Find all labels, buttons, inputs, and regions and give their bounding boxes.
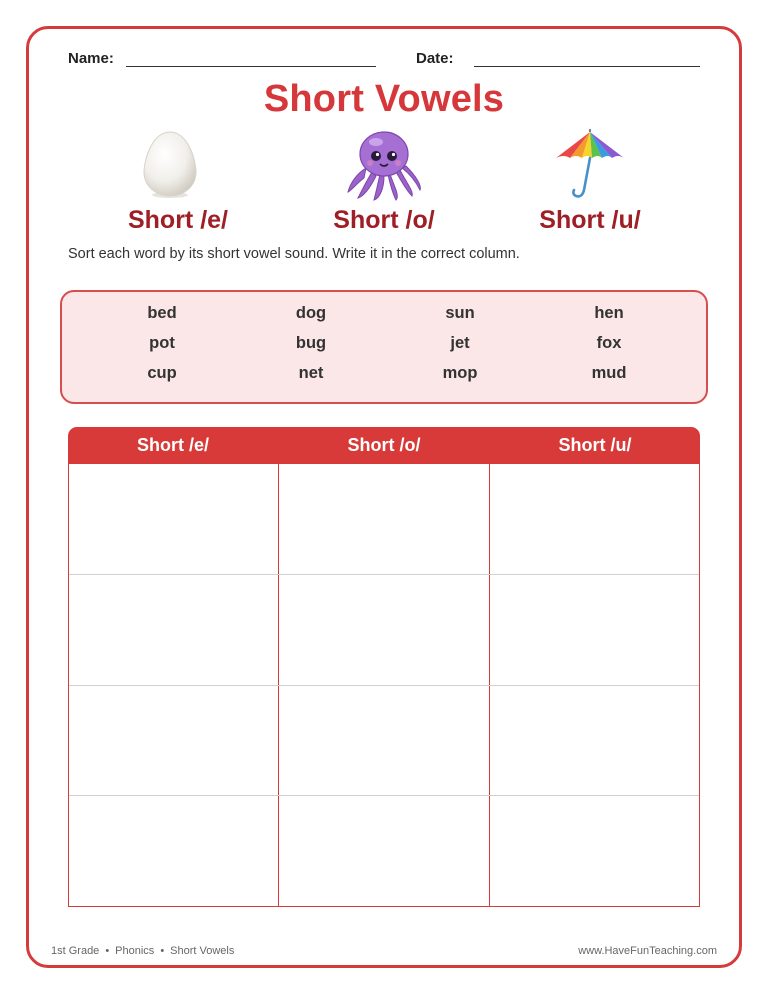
word-bank [60,290,708,404]
word-item: hen [594,304,624,322]
footer-crumb: Phonics [115,945,155,957]
word-item: fox [596,334,622,352]
sort-table-header [68,427,700,464]
vowel-label-e: Short /e/ [127,206,228,234]
word-item: pot [149,334,175,352]
bullet-icon: • [105,945,110,957]
row-divider [69,685,699,686]
name-label: Name: [68,50,114,67]
word-item: net [298,364,324,382]
row-divider [69,574,699,575]
page-title: Short Vowels [263,78,505,120]
sort-table-grid[interactable] [68,464,700,907]
bullet-icon: • [160,945,165,957]
date-line[interactable] [474,66,700,67]
word-item: cup [147,364,177,382]
word-item: dog [295,304,327,322]
octopus-icon [344,128,424,202]
name-line[interactable] [126,66,376,67]
footer-website[interactable]: www.HaveFunTeaching.com [578,945,717,957]
word-item: bed [147,304,177,322]
name-date-row [68,50,700,70]
word-item: jet [450,334,470,352]
word-item: bug [295,334,327,352]
vowel-label-o: Short /o/ [333,206,435,234]
footer-breadcrumb [51,945,234,957]
word-item: sun [445,304,475,322]
row-divider [69,795,699,796]
umbrella-icon [552,128,628,202]
column-header-o: Short /o/ [347,435,421,455]
instructions: Sort each word by its short vowel sound. Write it in the correct column. [68,246,520,262]
column-header-e: Short /e/ [136,435,209,455]
column-header-u: Short /u/ [558,435,632,455]
footer-crumb: Short Vowels [170,945,235,957]
footer-crumb: 1st Grade [51,945,100,957]
word-item: mud [591,364,627,382]
vowel-label-u: Short /u/ [539,206,641,234]
date-label: Date: [416,50,454,67]
egg-icon [138,128,202,200]
word-item: mop [442,364,478,382]
